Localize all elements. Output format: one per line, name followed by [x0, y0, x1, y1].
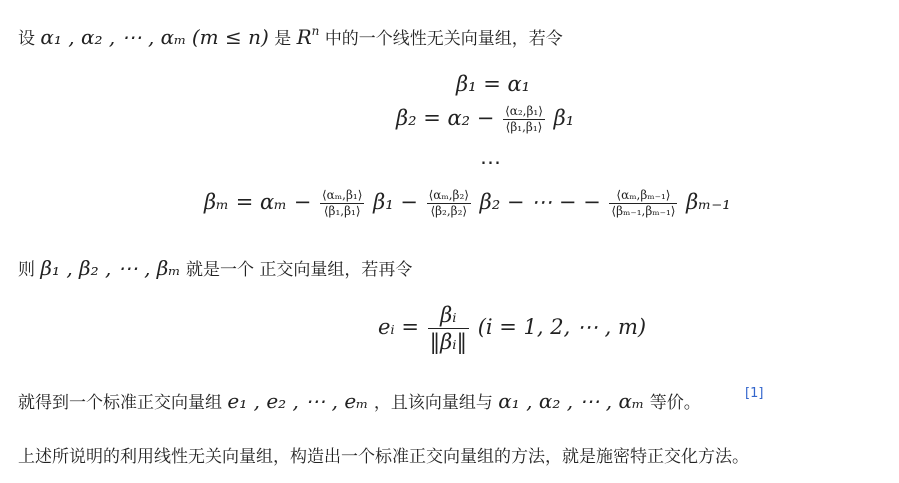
eqm-fraction-1: $\frac{\text{⟨αₘ,β₁⟩}}{\text{⟨β₁,β₁⟩}}$: [321, 188, 363, 218]
eqm-term-1: β₁ −: [373, 190, 418, 214]
p3-middle: ，且该向量组与: [373, 393, 493, 413]
equation-ellipsis: ⋯: [480, 150, 501, 174]
space-symbol: $R^n$: [296, 24, 320, 49]
equation-normalize: [378, 302, 646, 355]
eq2-right: β₁: [553, 106, 575, 130]
p3-prefix: 就得到一个标准正交向量组: [18, 393, 222, 413]
norm-left: eᵢ =: [378, 315, 419, 339]
space-exponent: n: [311, 24, 320, 38]
e-vector-list: e₁ , e₂ , ⋯ , eₘ: [227, 389, 369, 413]
p2-prefix: 则: [18, 260, 35, 280]
paragraph-conclusion: [18, 446, 749, 468]
p2-suffix: 就是一个 正交向量组，若再令: [186, 260, 413, 280]
norm-right: (i = 1, 2, ⋯ , m): [477, 315, 647, 339]
eqm-left: βₘ = αₘ −: [204, 190, 312, 214]
eqm-fraction-3: $\frac{\text{⟨αₘ,βₘ₋₁⟩}}{\text{⟨βₘ₋₁,βₘ₋₁⟩}}$: [611, 188, 676, 218]
paragraph-orthonormal: [18, 390, 701, 414]
eqm-fraction-2: $\frac{\text{⟨αₘ,β₂⟩}}{\text{⟨β₂,β₂⟩}}$: [428, 188, 469, 218]
equation-beta2: [396, 104, 574, 135]
dimension-condition: (m ≤ n): [191, 25, 269, 49]
alpha-vector-list-2: α₁ , α₂ , ⋯ , αₘ: [498, 389, 645, 413]
intro-middle: 是: [274, 29, 292, 49]
reference-link[interactable]: [1]: [745, 386, 764, 401]
beta-vector-list: β₁ , β₂ , ⋯ , βₘ: [40, 256, 181, 280]
p3-suffix: 等价。: [649, 393, 701, 413]
intro-prefix: 设: [18, 29, 35, 49]
equation-betam: [204, 188, 731, 219]
p4-text: 上述所说明的利用线性无关向量组，构造出一个标准正交向量组的方法，就是施密特正交化方法。: [18, 447, 749, 467]
eq2-left: β₂ = α₂ −: [396, 106, 495, 130]
equation-beta1: β₁ = α₁: [456, 72, 531, 96]
norm-fraction: $\frac{\text{βᵢ}}{\text{‖βᵢ‖}}$: [429, 303, 467, 354]
intro-suffix: 中的一个线性无关向量组，若令: [324, 29, 563, 49]
eqm-term-2: β₂ − ⋯ − −: [479, 190, 601, 214]
alpha-vector-list: α₁ , α₂ , ⋯ , αₘ: [40, 25, 187, 49]
paragraph-intro: [18, 20, 563, 50]
eq2-fraction: $\frac{\text{⟨α₂,β₁⟩}}{\text{⟨β₁,β₁⟩}}$: [505, 104, 543, 134]
eqm-term-3: βₘ₋₁: [686, 190, 731, 214]
paragraph-orthogonal: [18, 257, 412, 281]
